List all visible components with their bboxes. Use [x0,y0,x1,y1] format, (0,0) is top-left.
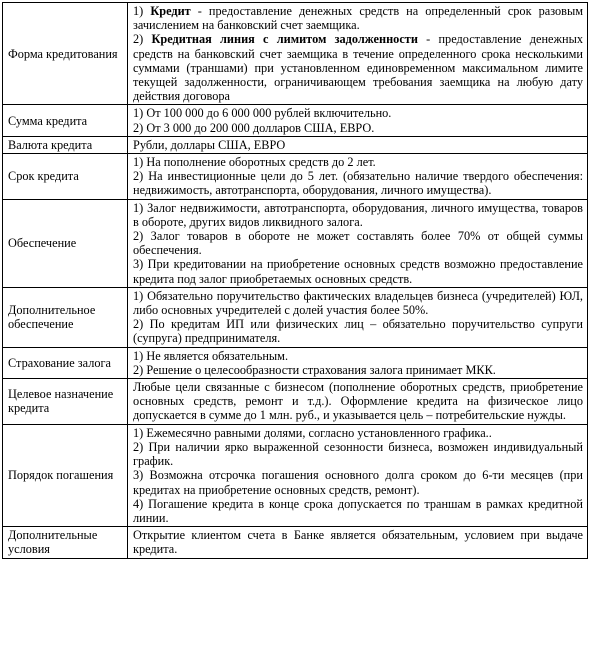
row-label-collateral: Обеспечение [3,199,128,287]
row-label-credit-form: Форма кредитования [3,3,128,105]
list-item: 2) Решение о целесообразности страхования залога принимает МКК. [133,362,496,377]
table-row [3,527,588,558]
item-term: Кредитная линия с лимитом задолженности [151,32,418,47]
list-item: 1) На пополнение оборотных средств до 2 лет. [133,155,376,170]
list-item: 1) Не является обязательным. [133,348,289,363]
row-value-credit-term [128,154,588,200]
row-label-credit-purpose: Целевое назначение кредита [3,379,128,425]
item-text: - предоставление денежных средств на банковский счет заемщика в течение определенного срока несколькими суммами (траншами) при установленном единовременном максимальном лимите текущей задолженности, ограничивающем требования заемщика на любую дату действия договора [133,32,583,104]
list-item: Рубли, доллары США, ЕВРО [133,137,286,152]
row-value-collateral-insurance [128,347,588,378]
row-label-additional-conditions: Дополнительные условия [3,527,128,558]
list-item: 1) От 100 000 до 6 000 000 рублей включительно. [133,106,392,121]
item-prefix: 1) [133,4,151,18]
table-row [3,154,588,200]
list-item [133,4,583,32]
table-row [3,379,588,425]
list-item: 2) По кредитам ИП или физических лиц – обязательно поручительство супруги (супруга) предпринимателя. [133,317,583,346]
list-item: Любые цели связанные с бизнесом (пополнение оборотных средств, приобретение основных средств, ремонт и т.д.). Оформление кредита на физическое лицо допускается в сумме до 1 млн. руб., и указывается цель – потребительские нужды. [133,380,583,423]
row-value-collateral [128,199,588,287]
table-row [3,199,588,287]
list-item: 3) Возможна отсрочка погашения основного долга сроком до 6-ти месяцев (при кредитах на приобретение основных средств, ремонт). [133,468,583,497]
list-item: 2) От 3 000 до 200 000 долларов США, ЕВРО. [133,120,375,135]
list-item: Открытие клиентом счета в Банке является обязательным, условием при выдаче кредита. [133,528,583,557]
list-item: 4) Погашение кредита в конце срока допускается по траншам в рамках кредитной линии. [133,496,583,525]
list-item: 2) При наличии ярко выраженной сезонности бизнеса, возможен индивидуальный график. [133,439,583,469]
item-text: - предоставление денежных средств на определенный срок разовым зачислением на банковский счет заемщика. [133,4,583,33]
table-row [3,3,588,105]
row-label-credit-currency: Валюта кредита [3,136,128,153]
row-label-credit-term: Срок кредита [3,154,128,200]
list-item: 3) При кредитовании на приобретение основных средств возможно предоставление кредита под залог приобретаемых основных средств. [133,257,583,286]
row-value-credit-amount [128,105,588,136]
row-value-credit-purpose [128,379,588,425]
row-label-additional-collateral: Дополнительное обеспечение [3,287,128,347]
row-label-credit-amount: Сумма кредита [3,105,128,136]
row-value-credit-currency [128,136,588,153]
item-term: Кредит [150,4,191,18]
table-row [3,424,588,526]
credit-terms-table [2,2,588,559]
table-row [3,287,588,347]
row-label-collateral-insurance: Страхование залога [3,347,128,378]
row-value-additional-collateral [128,287,588,347]
table-row [3,136,588,153]
list-item: 1) Обязательно поручительство фактических владельцев бизнеса (учредителей) ЮЛ, либо основных учредителей с долей участия более 50%. [133,288,583,318]
list-item [133,32,583,103]
table-row [3,347,588,378]
credit-terms-body [3,3,588,559]
list-item: 2) Залог товаров в обороте не может составлять более 70% от общей суммы обеспечения. [133,229,583,258]
row-value-additional-conditions [128,527,588,558]
list-item: 1) Залог недвижимости, автотранспорта, оборудования, личного имущества, товаров в обороте, других видов ликвидного залога. [133,200,583,229]
table-row [3,105,588,136]
item-prefix: 2) [133,32,152,47]
row-label-repayment: Порядок погашения [3,424,128,526]
list-item: 1) Ежемесячно равными долями, согласно установленного графика.. [133,425,492,440]
row-value-credit-form [128,3,588,105]
list-item: 2) На инвестиционные цели до 5 лет. (обязательно наличие твердого обеспечения: недвижимость, автотранспорта, оборудования, личного имущества). [133,169,583,198]
row-value-repayment [128,424,588,526]
